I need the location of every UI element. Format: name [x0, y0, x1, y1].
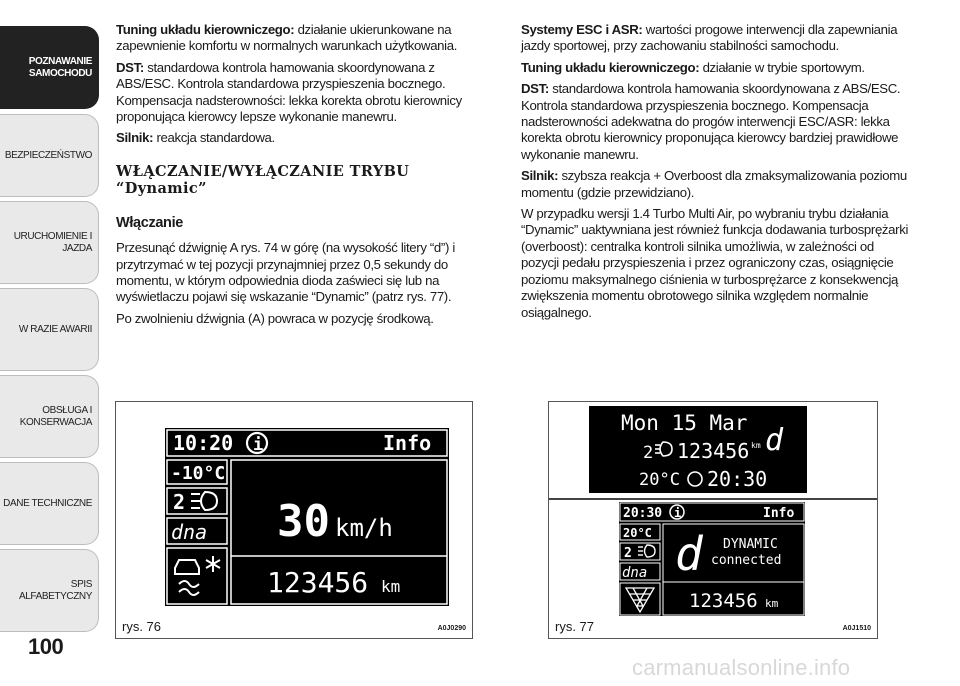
figure-divider — [549, 498, 877, 500]
display-trip: 123456 — [677, 439, 750, 463]
engine-text: reakcja standardowa. — [153, 130, 275, 146]
steering-net-icon — [626, 588, 654, 612]
engine-label: Silnik: — [521, 168, 559, 184]
display-mode-letter: d — [675, 527, 703, 581]
info-icon-letter: i — [674, 506, 682, 520]
tuning-paragraph — [116, 22, 494, 55]
figure-caption: rys. 77 — [555, 619, 595, 634]
display-speed: 30 — [277, 496, 330, 547]
top-display — [589, 406, 807, 493]
tuning-text: działanie ukierunkowane na zapewnienie komfortu w normalnych warunkach użytkowania. — [116, 22, 458, 54]
figure-code: A0J1510 — [842, 625, 871, 632]
display-gear: 2 — [643, 443, 654, 463]
clock-icon — [688, 472, 702, 486]
tab-obsluga-i-konserwacja[interactable] — [0, 375, 99, 458]
page-number: 100 — [28, 634, 64, 659]
tuning-text: działanie w trybie sportowym. — [699, 59, 865, 75]
figure-caption: rys. 76 — [122, 619, 162, 634]
tab-w-razie-awarii[interactable] — [0, 288, 99, 371]
display-info-label: Info — [383, 431, 432, 455]
chapter-sidebar — [0, 0, 100, 686]
tab-label: POZNAWANIE SAMOCHODU — [28, 55, 92, 79]
display-gear: 2 — [173, 490, 186, 514]
tab-uruchomienie-i-jazda[interactable] — [0, 201, 99, 284]
snowflake-icon — [206, 556, 220, 572]
display-time: 10:20 — [173, 431, 234, 455]
tab-label: OBSŁUGA I KONSERWACJA — [19, 404, 92, 428]
display-temperature: 20°C — [639, 470, 680, 490]
release-paragraph: Po zwolnieniu dźwignia (A) powraca w pozycję środkową. — [116, 310, 434, 326]
dst-paragraph — [116, 60, 494, 126]
display-temperature: 20°C — [623, 526, 652, 540]
right-text-column — [521, 22, 911, 326]
display-odometer-unit: km — [381, 577, 401, 596]
tab-poznawanie-samochodu[interactable] — [0, 26, 99, 109]
headlight-icon — [638, 545, 655, 557]
headlight-icon — [191, 492, 217, 510]
car-skid-icon — [175, 560, 199, 595]
heading-line-1: WŁĄCZANIE/WYŁĄCZANIE TRYBU — [116, 162, 410, 180]
display-gear: 2 — [624, 546, 632, 561]
tuning-label: Tuning układu kierowniczego: — [116, 22, 295, 37]
display-temperature: -10°C — [171, 463, 226, 484]
display-dna-mode: dna — [171, 520, 208, 544]
tab-label: SPIS ALFABETYCZNY — [19, 578, 92, 602]
display-time: 20:30 — [623, 506, 663, 521]
overboost-paragraph: W przypadku wersji 1.4 Turbo Multi Air, po wybraniu trybu działania “Dynamic” uaktywniana jest również funkcja dodawania turbosprężarki (overboost): centralka kontroli silnika umożliwia, w zależności od pozycji pedału przyspieszenia i przez ograniczony czas, osiągnięcie poziomu maksymalnego ciśnienia w turbosprężarce z konsekwencją zwiększenia momentu obrotowego silnika względem normalnie osiągalnego. — [521, 206, 909, 320]
display-odometer: 123456 — [689, 590, 758, 612]
figure-77 — [548, 401, 878, 639]
display-date: Mon 15 Mar — [621, 411, 748, 435]
tuning-label: Tuning układu kierowniczego: — [521, 59, 700, 75]
dst-text: standardowa kontrola hamowania skoordynowana z ABS/ESC. Kontrola standardowa przyspieszenia bocznego. Kompensacja nadsterowności: lekka korekta obrotu kierownicy proponująca kierowcy lepsze wykonanie manewru. — [116, 59, 462, 125]
display-odometer-unit: km — [765, 597, 779, 610]
info-icon-letter: i — [253, 435, 264, 455]
instrument-display — [165, 428, 449, 606]
engine-paragraph — [116, 130, 494, 146]
engine-text: szybsza reakcja + Overboost dla zmaksymalizowania poziomu momentu (gdzie przewidziano). — [521, 168, 907, 200]
left-text-column — [116, 22, 494, 332]
tab-label: DANE TECHNICZNE — [3, 497, 92, 509]
display-trip-unit: km — [751, 441, 761, 450]
bottom-display — [619, 502, 805, 616]
watermark: carmanualsonline.info — [632, 655, 851, 680]
headlight-icon — [655, 442, 672, 456]
engine-paragraph — [521, 168, 911, 201]
section-heading — [116, 163, 494, 197]
tab-dane-techniczne[interactable] — [0, 462, 99, 545]
figure-76 — [115, 401, 473, 639]
tab-label: URUCHOMIENIE I JAZDA — [13, 230, 92, 254]
display-info-label: Info — [763, 506, 795, 521]
dst-paragraph — [521, 81, 911, 163]
engine-label: Silnik: — [116, 130, 154, 146]
esc-paragraph — [521, 22, 911, 55]
display-speed-unit: km/h — [335, 514, 393, 542]
dst-label: DST: — [521, 81, 549, 97]
tab-bezpieczenstwo[interactable] — [0, 114, 99, 197]
display-dna-mode: dna — [622, 565, 648, 581]
dst-label: DST: — [116, 59, 144, 75]
display-clock: 20:30 — [707, 467, 768, 491]
tab-spis-alfabetyczny[interactable] — [0, 549, 99, 632]
heading-line-2: “Dynamic” — [116, 179, 207, 197]
activation-paragraph: Przesunąć dźwignię A rys. 74 w górę (na wysokość litery “d”) i przytrzymać w tej pozycji przynajmniej przez 0,5 sekundy do momentu, w którym odpowiednia dioda zaświeci się lub na wyświetlaczu pojawi się wskazanie “Dynamic” (patrz rys. 77). — [116, 240, 455, 305]
subheading-wlaczanie: Włączanie — [116, 214, 183, 231]
display-mode-letter: d — [765, 423, 784, 458]
display-odometer: 123456 — [267, 566, 369, 599]
tab-label: BEZPIECZEŃSTWO — [4, 149, 92, 161]
esc-label: Systemy ESC i ASR: — [521, 22, 643, 37]
dst-text: standardowa kontrola hamowania skoordynowana z ABS/ESC. Kontrola standardowa przyspieszenia bocznego. Kompensacja nadsterowności adekwatna do progów interwencji ESC/ASR: lekka korekta obrotu kierownicy proponująca kierowcy bardziej prawidłowe wykonanie manewru. — [521, 81, 901, 162]
tab-label: W RAZIE AWARII — [18, 323, 92, 335]
figure-code: A0J0290 — [437, 625, 466, 632]
tuning-paragraph — [521, 60, 911, 76]
esc-text: wartości progowe interwencji dla zapewniania jazdy sportowej, przy zachowaniu stabilności samochodu. — [521, 22, 898, 54]
display-dynamic-label: DYNAMIC — [723, 537, 778, 552]
display-connected-label: connected — [711, 553, 782, 568]
